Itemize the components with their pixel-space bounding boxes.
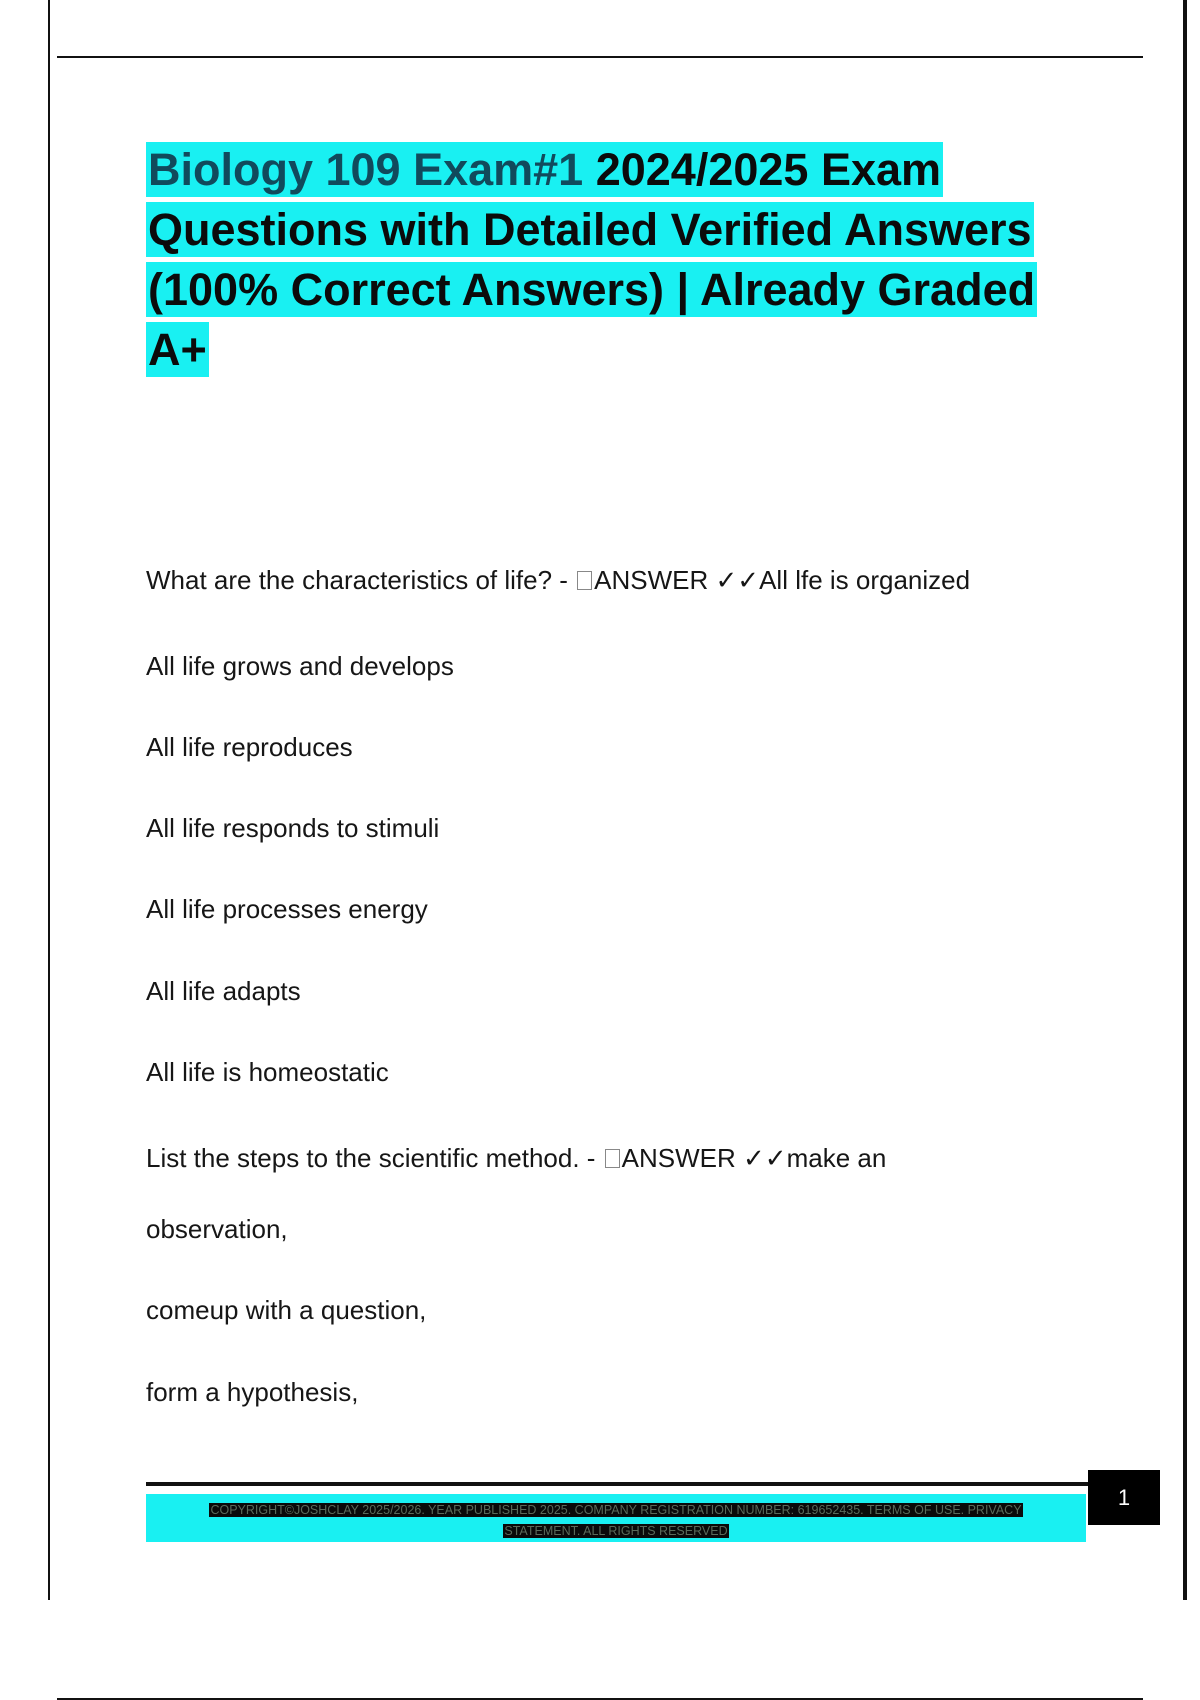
question-1-text: What are the characteristics of life? - <box>146 565 576 595</box>
answer-1-line: All life reproduces <box>146 732 353 762</box>
answer-1-line: All life grows and develops <box>146 651 454 681</box>
answer-1-line: All life is homeostatic <box>146 1057 389 1087</box>
answer-1-first: All lfe is organized <box>759 565 971 595</box>
document-title <box>146 140 1046 380</box>
question-1 <box>146 564 970 596</box>
answer-2-prefix: ANSWER ✓✓ <box>621 1143 787 1173</box>
answer-2-line: comeup with a question, <box>146 1295 427 1325</box>
title-course: Biology 109 Exam#1 <box>148 144 584 195</box>
answer-1-line: All life processes energy <box>146 894 428 924</box>
answer-2-line: form a hypothesis, <box>146 1377 359 1407</box>
copyright-line-1: COPYRIGHT©JOSHCLAY 2025/2026. YEAR PUBLISHED 2025. COMPANY REGISTRATION NUMBER: 619652435. TERMS OF USE. PRIVACY <box>210 1503 1022 1517</box>
page-border-left <box>48 0 50 1600</box>
answer-2-first: make an <box>786 1143 887 1173</box>
answer-1-line: All life responds to stimuli <box>146 813 440 843</box>
missing-glyph-icon <box>605 1149 620 1168</box>
copyright-line-2: STATEMENT. ALL RIGHTS RESERVED <box>504 1524 728 1538</box>
question-2-text: List the steps to the scientific method. - <box>146 1143 603 1173</box>
footer-rule <box>146 1482 1090 1486</box>
answer-1-line: All life adapts <box>146 976 301 1006</box>
title-rest: 2024/2025 Exam Questions with Detailed Verified Answers (100% Correct Answers) | Already Graded A+ <box>148 144 1036 375</box>
copyright-notice <box>160 1500 1072 1542</box>
answer-1-prefix: ANSWER ✓✓ <box>594 565 760 595</box>
header-rule <box>57 56 1143 58</box>
page-border-right <box>1183 0 1187 1600</box>
question-2 <box>146 1142 886 1174</box>
missing-glyph-icon <box>577 571 592 590</box>
answer-2-line: observation, <box>146 1214 288 1244</box>
page-number: 1 <box>1088 1470 1160 1525</box>
